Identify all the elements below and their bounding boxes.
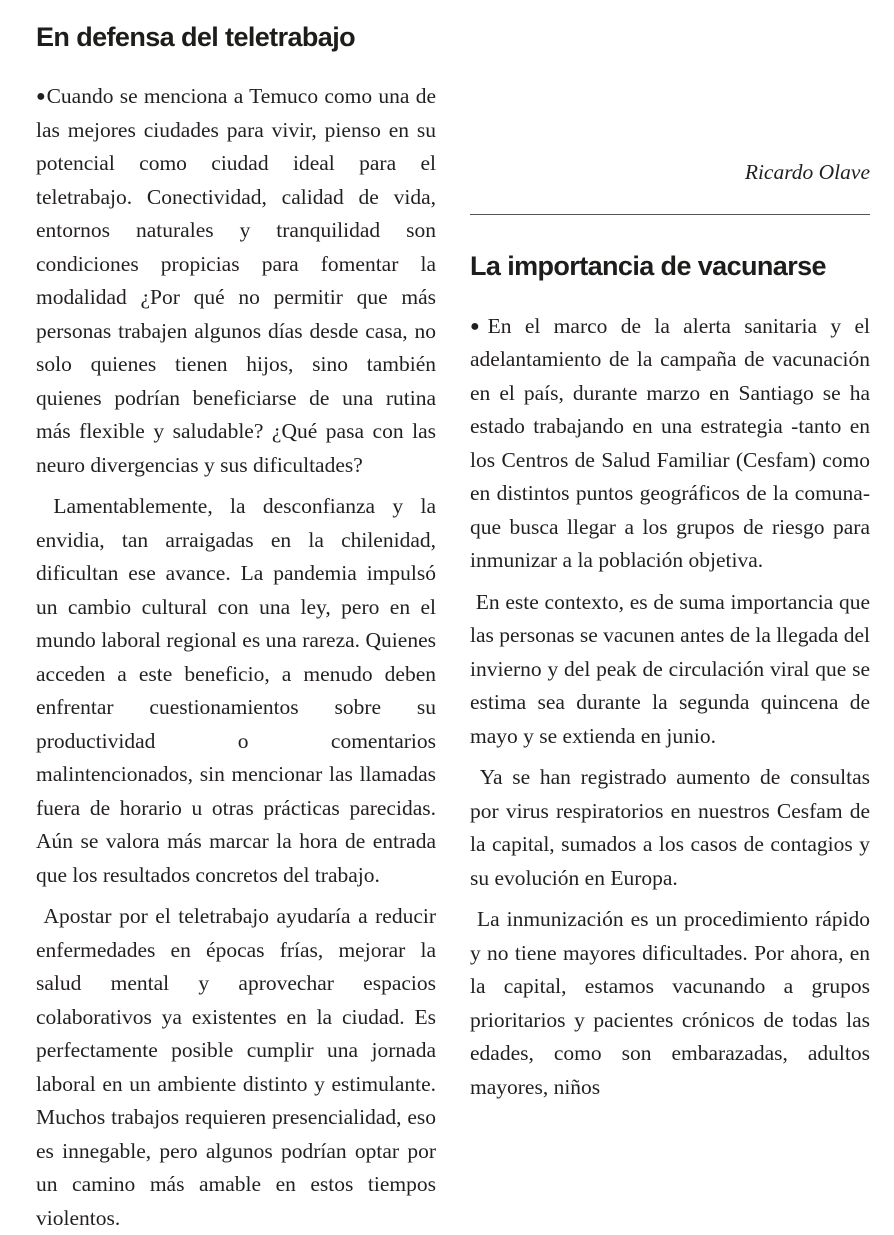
right-article-paragraph: En este contexto, es de suma importancia que las personas se vacunen antes de la llegada del invierno y del peak de circulación viral que se estima sea durante la segunda quincena de mayo y se extienda en junio. [470,589,870,748]
right-column [470,0,870,1104]
left-article-paragraph: ●Cuando se menciona a Temuco como una de las mejores ciudades para vivir, pienso en su potencial como ciudad ideal para el teletrabajo. Conectividad, calidad de vida, entornos naturales y tranquilidad son condiciones propicias para fomentar la modalidad ¿Por qué no permitir que más personas trabajen algunos días desde casa, no solo quienes tienen hijos, sino también quienes podrían beneficiarse de una rutina más flexible y saludable? ¿Qué pasa con las neuro divergencias y sus dificultades? [36,84,436,477]
right-article-paragraph: Ya se han registrado aumento de consultas por virus respiratorios en nuestros Cesfam de la capital, sumados a los casos de contagios y su evolución en Europa. [470,765,870,890]
left-article-continuation [470,0,870,120]
bullet-icon: ● [36,88,47,105]
right-article-paragraph: La inmunización es un procedimiento rápido y no tiene mayores dificultades. Por ahora, en la capital, estamos vacunando a grupos prioritarios y pacientes crónicos de todas las edades, como son embarazadas, adultos mayores, niños [470,907,871,1099]
right-article-paragraph: ●En el marco de la alerta sanitaria y el adelantamiento de la campaña de vacunación en el país, durante marzo en Santiago se ha estado trabajando en una estrategia -tanto en los Centros de Salud Familiar (Cesfam) como en distintos puntos geográficos de la comuna- que busca llegar a los grupos de riesgo para inmunizar a la población objetiva. [470,313,870,572]
bullet-icon: ● [470,317,488,335]
left-article-paragraph: Apostar por el teletrabajo ayudaría a reducir enfermedades en épocas frías, mejorar la salud mental y aprovechar espacios colaborativos ya existentes en la ciudad. Es perfectamente posible cumplir una jornada laboral en un ambiente distinto y estimulante. Muchos trabajos requieren presencialidad, eso es innegable, pero algunos podrían optar por un camino más amable en estos tiempos violentos. [36,904,436,1230]
right-article-headline: La importancia de vacunarse [470,250,826,281]
left-column [36,0,436,1235]
article-divider [470,214,870,215]
author-signature: Ricardo Olave [744,160,870,184]
left-article-paragraph: Lamentablemente, la desconfianza y la envidia, tan arraigadas en la chilenidad, dificultan ese avance. La pandemia impulsó un cambio cultural con una ley, pero en el mundo laboral regional es una rareza. Quienes acceden a este beneficio, a menudo deben enfrentar cuestionamientos sobre su productividad o comentarios malintencionados, sin mencionar las llamadas fuera de horario u otras prácticas parecidas. Aún se valora más marcar la hora de entrada que los resultados concretos del trabajo. [36,494,436,887]
left-article-headline: En defensa del teletrabajo [36,22,355,52]
